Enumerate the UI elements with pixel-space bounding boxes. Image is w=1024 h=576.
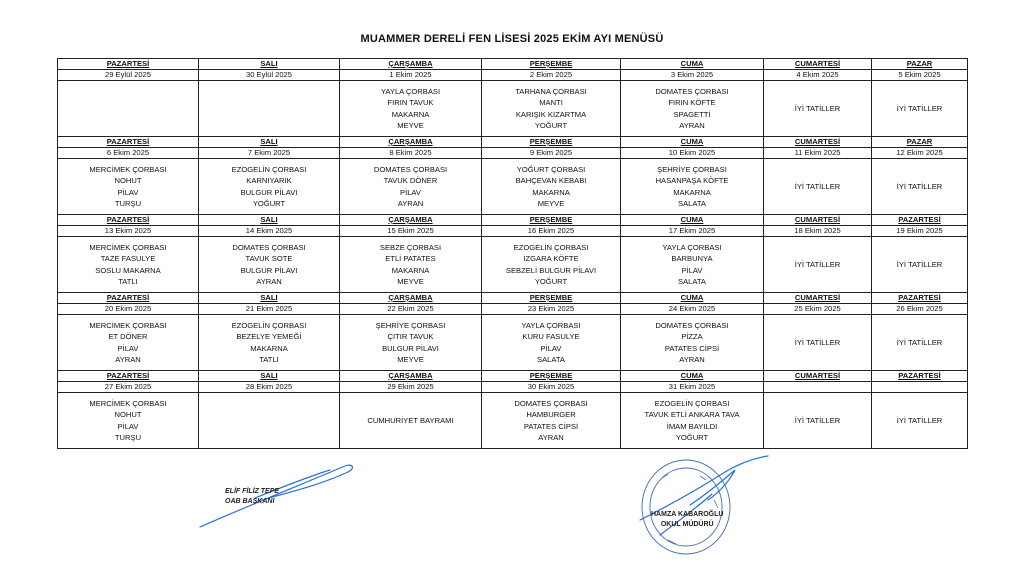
meal-item: KURU FASULYE	[522, 332, 580, 341]
meal-item: DOMATES ÇORBASI	[655, 86, 729, 96]
meal-item: İYİ TATİLLER	[896, 337, 943, 347]
meal-item: TAVUK SOTE	[245, 254, 293, 263]
meal-item: EZOGELİN ÇORBASI	[513, 242, 589, 252]
meal-item: MANTI	[539, 98, 563, 107]
day-date: 13 Ekim 2025	[58, 226, 199, 237]
right-signer-name: HAMZA KABAROĞLU	[651, 511, 724, 518]
day-date: 21 Ekim 2025	[199, 304, 340, 315]
meal-item: AYRAN	[679, 121, 705, 130]
meal-item: YAYLA ÇORBASI	[662, 242, 722, 252]
meal-item: AYRAN	[679, 355, 705, 364]
day-header: ÇARŞAMBA	[340, 59, 482, 70]
day-date: 30 Ekim 2025	[482, 382, 621, 393]
meal-item: TATLI	[259, 355, 279, 364]
meal-item: SEBZELİ BULGUR PİLAVI	[505, 265, 597, 275]
meal-item: DOMATES ÇORBASI	[655, 320, 729, 330]
meal-item: PATATES CİPSİ	[664, 343, 720, 353]
meal-item: BULGUR PİLAVI	[240, 187, 298, 197]
day-date: 25 Ekim 2025	[764, 304, 872, 315]
meal-item: ŞEHRİYE ÇORBASI	[375, 320, 446, 330]
day-header: CUMA	[621, 137, 764, 148]
meal-item: İYİ TATİLLER	[794, 337, 841, 347]
meal-item: PİLAV	[117, 187, 139, 197]
meal-item: PİLAV	[681, 265, 703, 275]
day-header: CUMA	[621, 371, 764, 382]
meal-item: ET DÖNER	[108, 332, 148, 341]
day-date: 19 Ekim 2025	[872, 226, 968, 237]
meal-item: MAKARNA	[532, 187, 570, 197]
day-date: 1 Ekim 2025	[340, 70, 482, 81]
meal-item: YAYLA ÇORBASI	[521, 320, 581, 330]
meal-item: EZOGELİN ÇORBASI	[231, 320, 307, 330]
day-header: PERŞEMBE	[482, 59, 621, 70]
meal-item: KARIŞIK KIZARTMA	[515, 109, 587, 119]
day-header: ÇARŞAMBA	[340, 293, 482, 304]
left-signer-role: OAB BAŞKANI	[225, 498, 275, 505]
meal-item: NOHUT	[114, 176, 142, 185]
left-signature-block	[225, 487, 279, 507]
meal-item: TAVUK DÖNER	[383, 176, 438, 185]
day-date: 27 Ekim 2025	[58, 382, 199, 393]
day-date: 3 Ekim 2025	[621, 70, 764, 81]
meal-item: ŞEHRİYE ÇORBASI	[657, 164, 727, 174]
meal-item: HAMBURGER	[526, 410, 576, 419]
day-header: PAZAR	[872, 59, 968, 70]
day-header: PAZARTESİ	[58, 59, 199, 70]
day-header: PAZARTESİ	[58, 137, 199, 148]
day-header: CUMA	[621, 59, 764, 70]
meal-item: BAHÇEVAN KEBABI	[515, 176, 587, 185]
meal-item: DOMATES ÇORBASI	[514, 398, 588, 408]
meal-item: NOHUT	[114, 410, 142, 419]
day-header: PAZAR	[872, 137, 968, 148]
day-header: CUMA	[621, 293, 764, 304]
meal-item: MAKARNA	[250, 343, 288, 353]
meal-item: AYRAN	[538, 433, 564, 442]
day-header: CUMARTESİ	[764, 215, 872, 226]
meal-item: YOĞURT	[534, 277, 568, 286]
day-date: 29 Ekim 2025	[340, 382, 482, 393]
day-date: 10 Ekim 2025	[621, 148, 764, 159]
day-header: PAZARTESİ	[58, 215, 199, 226]
meal-item: MAKARNA	[391, 109, 430, 119]
meal-item: AYRAN	[115, 355, 141, 364]
day-date: 24 Ekim 2025	[621, 304, 764, 315]
meal-item: MERCİMEK ÇORBASI	[89, 164, 167, 174]
meal-item: BULGUR PİLAVI	[382, 343, 439, 353]
day-date: 20 Ekim 2025	[58, 304, 199, 315]
meal-item: AYRAN	[256, 277, 282, 286]
meal-item: TAVUK ETLİ ANKARA TAVA	[644, 410, 740, 419]
meal-item: MEYVE	[397, 355, 424, 364]
meal-item: SALATA	[678, 277, 706, 286]
school-stamp	[642, 460, 730, 554]
day-header: PERŞEMBE	[482, 215, 621, 226]
day-date: 26 Ekim 2025	[872, 304, 968, 315]
day-date: 16 Ekim 2025	[482, 226, 621, 237]
day-date: 29 Eylül 2025	[58, 70, 199, 81]
day-date: 5 Ekim 2025	[872, 70, 968, 81]
meal-item: BARBUNYA	[671, 254, 713, 263]
meal-item: TATLI	[118, 277, 138, 286]
meal-item: PİLAV	[540, 343, 562, 353]
meal-item: İYİ TATİLLER	[896, 259, 943, 269]
day-header: PAZARTESİ	[58, 371, 199, 382]
meal-item: MERCİMEK ÇORBASI	[89, 320, 167, 330]
day-header: ÇARŞAMBA	[340, 215, 482, 226]
meal-item: TARHANA ÇORBASI	[515, 86, 587, 96]
day-date: 4 Ekim 2025	[764, 70, 872, 81]
day-date: 23 Ekim 2025	[482, 304, 621, 315]
day-date: 28 Ekim 2025	[199, 382, 340, 393]
meal-item: PİZZA	[681, 332, 703, 341]
day-header: CUMA	[621, 215, 764, 226]
meal-item: İYİ TATİLLER	[794, 181, 841, 191]
meal-item: SALATA	[678, 199, 706, 208]
meal-item: BEZELYE YEMEĞİ	[236, 332, 302, 341]
meal-item: İYİ TATİLLER	[794, 103, 841, 113]
meal-item: MERCİMEK ÇORBASI	[89, 398, 167, 408]
day-header: SALI	[199, 371, 340, 382]
meal-item: İMAM BAYILDI	[666, 421, 718, 431]
meal-item: SEBZE ÇORBASI	[379, 242, 442, 252]
meal-item: HASANPAŞA KÖFTE	[655, 176, 729, 185]
meal-item: EZOGELİN ÇORBASI	[654, 398, 730, 408]
meal-item: PİLAV	[117, 421, 139, 431]
meal-item: SOSLU MAKARNA	[95, 265, 161, 275]
meal-item: FIRIN KÖFTE	[668, 98, 716, 107]
meal-item: ÇITIR TAVUK	[387, 332, 434, 341]
right-signature-block	[651, 510, 723, 530]
day-header: SALI	[199, 293, 340, 304]
day-header: SALI	[199, 137, 340, 148]
meal-item: TAZE FASULYE	[100, 254, 156, 263]
day-header: CUMARTESİ	[764, 293, 872, 304]
day-date: 11 Ekim 2025	[764, 148, 872, 159]
meal-item: İYİ TATİLLER	[896, 103, 943, 113]
day-date: 14 Ekim 2025	[199, 226, 340, 237]
day-date: 7 Ekim 2025	[199, 148, 340, 159]
day-date: 17 Ekim 2025	[621, 226, 764, 237]
day-date: 6 Ekim 2025	[58, 148, 199, 159]
day-header: ÇARŞAMBA	[340, 137, 482, 148]
day-header: CUMARTESİ	[764, 137, 872, 148]
meal-item: SALATA	[537, 355, 565, 364]
day-header: ÇARŞAMBA	[340, 371, 482, 382]
day-header: SALI	[199, 59, 340, 70]
page-title: MUAMMER DERELİ FEN LİSESİ 2025 EKİM AYI MENÜSÜ	[360, 33, 664, 45]
meal-item: YOĞURT	[252, 199, 286, 208]
meal-item: SPAGETTİ	[673, 109, 711, 119]
meal-item: AYRAN	[397, 199, 424, 208]
meal-item: EZOGELİN ÇORBASI	[231, 164, 307, 174]
meal-item: MEYVE	[397, 121, 424, 130]
meal-item: MEYVE	[397, 277, 424, 286]
meal-item: PATATES CİPSİ	[523, 421, 579, 431]
meal-item: IZGARA KÖFTE	[523, 254, 579, 263]
meal-item: TURŞU	[114, 199, 142, 208]
meal-item: MERCİMEK ÇORBASI	[89, 242, 167, 252]
day-date: 15 Ekim 2025	[340, 226, 482, 237]
left-signer-name: ELİF FİLİZ TEPE	[225, 488, 280, 495]
day-date: 18 Ekim 2025	[764, 226, 872, 237]
meal-item: YOĞURT	[675, 433, 709, 442]
meal-item: DOMATES ÇORBASI	[232, 242, 306, 252]
day-date: 22 Ekim 2025	[340, 304, 482, 315]
day-date: 9 Ekim 2025	[482, 148, 621, 159]
day-header: PERŞEMBE	[482, 293, 621, 304]
day-header: PAZARTESİ	[872, 215, 968, 226]
meal-item: MAKARNA	[391, 265, 430, 275]
day-date: 2 Ekim 2025	[482, 70, 621, 81]
meal-item: İYİ TATİLLER	[794, 415, 841, 425]
meal-item: YAYLA ÇORBASI	[380, 86, 441, 96]
meal-item: İYİ TATİLLER	[896, 181, 943, 191]
meal-item: YOĞURT ÇORBASI	[516, 164, 586, 174]
meal-item: KARNIYARIK	[246, 176, 292, 185]
meal-item: BULGUR PİLAVI	[240, 265, 298, 275]
day-header: PERŞEMBE	[482, 371, 621, 382]
meal-item: İYİ TATİLLER	[794, 259, 841, 269]
meal-item: ETLİ PATATES	[385, 254, 436, 263]
day-date: 31 Ekim 2025	[621, 382, 764, 393]
day-header: PAZARTESİ	[872, 371, 968, 382]
day-date: 12 Ekim 2025	[872, 148, 968, 159]
meal-item: YOĞURT	[534, 121, 568, 130]
meal-item: PİLAV	[117, 343, 139, 353]
meal-item: TURŞU	[114, 433, 142, 442]
day-header: SALI	[199, 215, 340, 226]
day-header: CUMARTESİ	[764, 59, 872, 70]
day-header: CUMARTESİ	[764, 371, 872, 382]
day-header: PAZARTESİ	[872, 293, 968, 304]
meal-item: FIRIN TAVUK	[387, 98, 434, 107]
meal-item: MAKARNA	[673, 187, 711, 197]
day-date: 30 Eylül 2025	[199, 70, 340, 81]
right-signer-role: OKUL MÜDÜRÜ	[660, 521, 714, 528]
meal-item: CUMHURİYET BAYRAMI	[367, 415, 454, 425]
day-date: 8 Ekim 2025	[340, 148, 482, 159]
meal-item: DOMATES ÇORBASI	[373, 164, 448, 174]
meal-item: PİLAV	[400, 187, 421, 197]
meal-item: İYİ TATİLLER	[896, 415, 943, 425]
meal-item: MEYVE	[537, 199, 565, 208]
day-header: PERŞEMBE	[482, 137, 621, 148]
day-header: PAZARTESİ	[58, 293, 199, 304]
